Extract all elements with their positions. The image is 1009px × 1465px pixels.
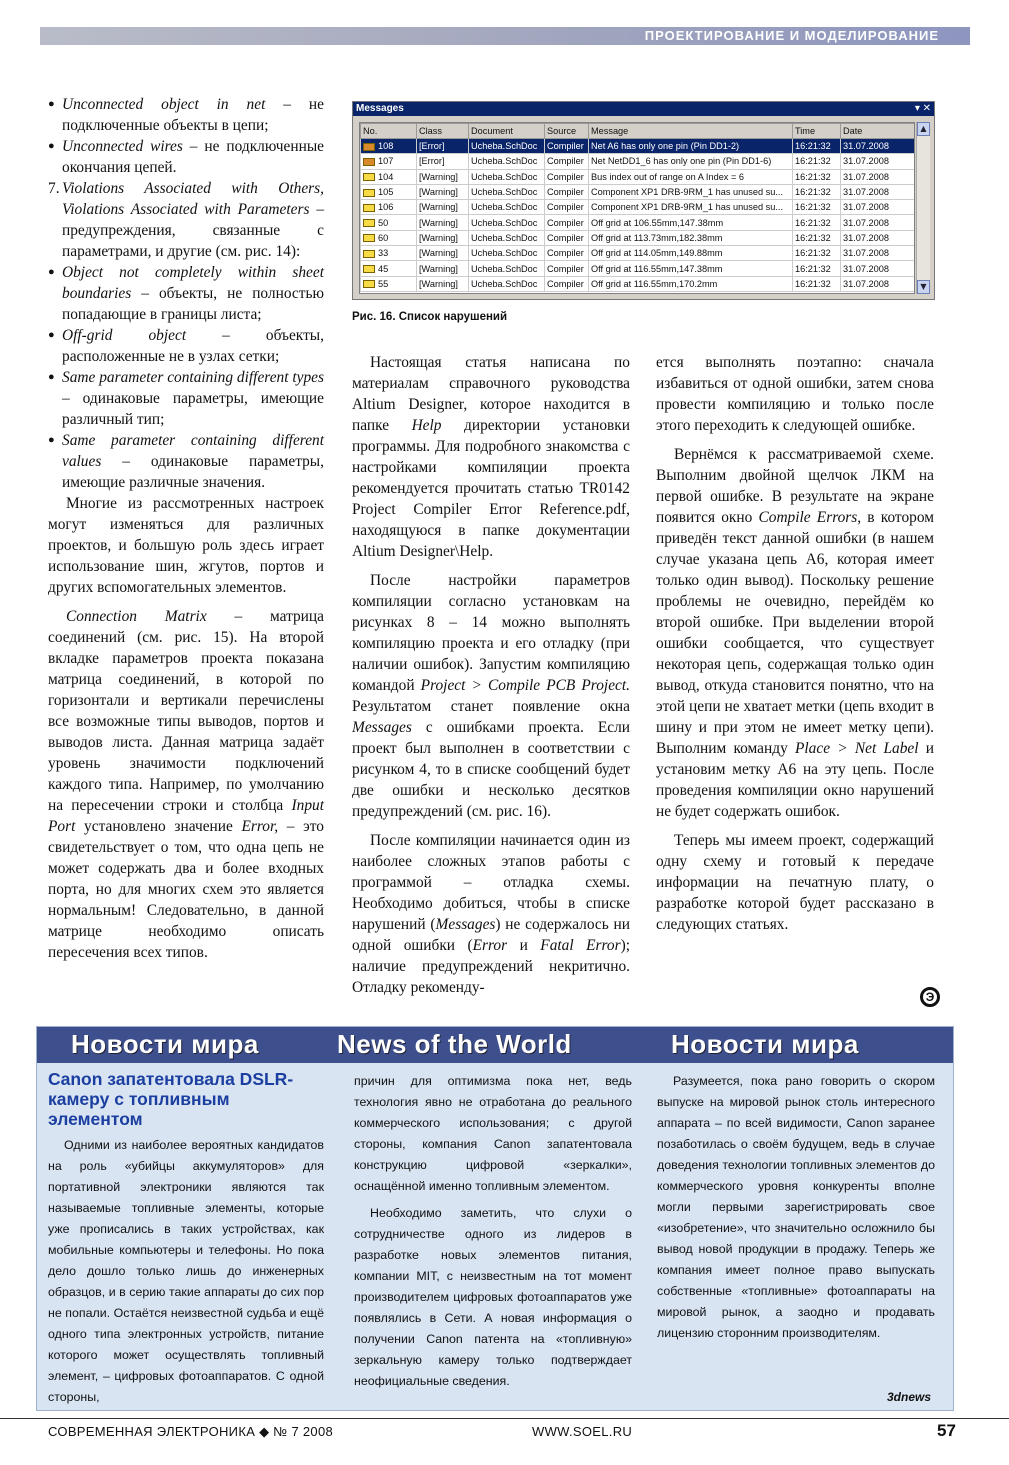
mid-paragraph-2 — [352, 570, 630, 822]
news-col3-text: Разумеется, пока рано говорить о скором выпуске на мировой рынок столь интересного аппарата – по всей видимости, Canon заранее позаботилась о своём будущем, ведь в случае доведения технологии топливных элементов до коммерческого уровня конкуренты вполне могли первыми зарегистрировать свое «изобретение», что значительно осложнило бы вывод новой продукции в продажу. Теперь же компания имеет полное право выпускать собственные «топливные» фотоаппараты на мировой рынок, а заодно и продавать лицензию сторонним производителям. — [657, 1074, 935, 1340]
middle-column — [352, 352, 630, 998]
cell-src: Compiler — [545, 154, 589, 169]
bullet-item — [48, 262, 324, 325]
left-p2-b: установлено значение — [75, 818, 242, 835]
cell-time: 16:21:32 — [793, 169, 841, 184]
messages-title: Messages — [353, 102, 934, 116]
cell-cls: [Error] — [417, 139, 469, 154]
cell-doc: Ucheba.SchDoc — [469, 276, 545, 291]
item-text: – одинаковые параметры, имеющие различный тип; — [62, 390, 324, 428]
cell-cls: [Warning] — [417, 276, 469, 291]
messages-header-row — [361, 124, 916, 139]
cell-doc: Ucheba.SchDoc — [469, 169, 545, 184]
news-col1-text: Одними из наиболее вероятных кандидатов на роль «убийцы аккумуляторов» для портативной электроники являются так называемые топливные элементы, которые уже прописались в таких устройствах, как мобильные компьютеры и телефоны. Но пока дело дошло только лишь до инженерных образцов, и в серию такие аппараты до сих пор не попали. Остаётся неизвестной судьба и ещё одного типа электронных устройств, питание которого может осуществлять топливный элемент, – цифровых фотоаппаратов. С одной стороны, — [48, 1138, 324, 1404]
news-headline: Canon запатентовала DSLR-камеру с топливным элементом — [48, 1069, 294, 1129]
bullet-item — [48, 325, 324, 367]
cell-no — [361, 139, 417, 154]
cell-time: 16:21:32 — [793, 230, 841, 245]
mid-p2-b: Результатом станет появление окна — [352, 698, 630, 715]
news-bar — [37, 1027, 953, 1063]
item-term: Unconnected wires — [62, 138, 183, 155]
cell-time: 16:21:32 — [793, 276, 841, 291]
item-term: Violations Associated with Others, Violations Associated with Parameters — [62, 180, 324, 218]
end-mark-icon: Э — [920, 987, 940, 1007]
news-bar-right: Новости мира — [671, 1029, 859, 1059]
item-text: – не подключенные объекты в цепи; — [62, 96, 324, 134]
news-col2-p2: Необходимо заметить, что слухи о сотрудничестве одного из лидеров в разработке новых элементов питания, компании MIT, с неизвестным на тот момент производителем цифровых фотоаппаратов уже появлялись в Сети. А новая информация о получении Canon патента на «топливную» зеркальную камеру только подтверждает неофициальные сведения. — [354, 1206, 632, 1388]
mid-p2-a: После настройки параметров компиляции согласно установкам на рисунках 8 – 14 можно выполнять компиляцию проекта и его отладку (при наличии ошибок). Запустим компиляцию командой — [352, 572, 630, 694]
cell-msg: Bus index out of range on A Index = 6 — [589, 169, 793, 184]
warning-icon — [363, 250, 375, 258]
mid-p2-em2: Messages — [352, 719, 412, 736]
cell-msg: Net NetDD1_6 has only one pin (Pin DD1-6) — [589, 154, 793, 169]
numbered-item — [48, 178, 324, 262]
right-p2-a: Вернёмся к рассматриваемой схеме. Выполним двойной щелчок ЛКМ на первой ошибке. В результате на экране появится окно — [656, 446, 934, 526]
cell-cls: [Warning] — [417, 230, 469, 245]
left-p2-c: – это свидетельствует о том, что одна цепь не может содержать два и более входных порта, но для многих схем это является нормальным! Следовательно, в данной матрице необходимо описать пересечения всех типов. — [48, 818, 324, 961]
error-icon — [363, 143, 375, 151]
cell-no — [361, 215, 417, 230]
cell-msg: Off grid at 106.55mm,147.38mm — [589, 215, 793, 230]
table-row[interactable] — [361, 200, 916, 215]
right-p2-em2: Place > Net Label — [795, 740, 919, 757]
row-number: 108 — [378, 141, 394, 152]
row-number: 55 — [378, 278, 389, 289]
cell-no — [361, 230, 417, 245]
table-row[interactable] — [361, 261, 916, 276]
footer-divider — [0, 1418, 1009, 1419]
page-header — [0, 0, 1009, 48]
right-paragraph-3: Теперь мы имеем проект, содержащий одну схему и готовый к передаче информации на печатную плату, о разработке которой будет рассказано в следующих статьях. — [656, 832, 934, 933]
item-term: Unconnected object in net — [62, 96, 266, 113]
cell-doc: Ucheba.SchDoc — [469, 246, 545, 261]
row-number: 50 — [378, 217, 389, 228]
item-term: Object not completely within sheet boundaries — [62, 264, 324, 302]
cell-date: 31.07.2008 — [841, 276, 916, 291]
cell-doc: Ucheba.SchDoc — [469, 154, 545, 169]
column-header[interactable]: Source — [545, 124, 589, 139]
cell-cls: [Warning] — [417, 261, 469, 276]
warning-icon — [363, 265, 375, 273]
messages-window — [352, 101, 935, 300]
bullet-item — [48, 367, 324, 430]
left-p2-em3: Error, — [241, 818, 279, 835]
cell-doc: Ucheba.SchDoc — [469, 261, 545, 276]
mid-p3-c: и — [507, 937, 541, 954]
mid-paragraph-3 — [352, 830, 630, 998]
cell-src: Compiler — [545, 276, 589, 291]
right-paragraph-1: ется выполнять поэтапно: сначала избавиться от одной ошибки, затем снова провести компиляцию и только после этого переходить к следующей ошибке. — [656, 354, 934, 434]
cell-time: 16:21:32 — [793, 200, 841, 215]
table-row[interactable] — [361, 276, 916, 291]
news-box — [36, 1026, 954, 1411]
news-column-2 — [354, 1071, 632, 1392]
mid-paragraph-1 — [352, 352, 630, 562]
row-number: 105 — [378, 187, 394, 198]
messages-body — [361, 139, 916, 292]
item-text: – объекты, не полностью попадающие в границы листа; — [62, 285, 324, 323]
cell-no — [361, 261, 417, 276]
cell-msg: Off grid at 116.55mm,147.38mm — [589, 261, 793, 276]
table-row[interactable] — [361, 154, 916, 169]
cell-cls: [Error] — [417, 154, 469, 169]
bullet-item — [48, 430, 324, 493]
cell-src: Compiler — [545, 169, 589, 184]
cell-date: 31.07.2008 — [841, 154, 916, 169]
column-header[interactable]: Time — [793, 124, 841, 139]
cell-doc: Ucheba.SchDoc — [469, 200, 545, 215]
table-row[interactable] — [361, 184, 916, 199]
cell-src: Compiler — [545, 215, 589, 230]
mid-p3-d: ); наличие предупреждений некритично. Отладку рекоменду- — [352, 937, 631, 996]
cell-no — [361, 184, 417, 199]
right-p2-b: , в котором приведён текст данной ошибки (в нашем случае указана цепь А6, которая имеет только один вывод). Поскольку решение проблемы не очевидно, перейдём ко второй ошибке. При выделении второй ошибки сообщается, что существует некоторая цепь, содержащая только один вывод, откуда становится понятно, что на этой цепи не хватает метки (цепь входит в шину и при этом не имеет метку цепи). Выполним команду — [656, 509, 934, 757]
item-text: – предупреждения, связанные с параметрами, и другие (см. рис. 14): — [62, 201, 325, 260]
row-number: 60 — [378, 232, 389, 243]
cell-time: 16:21:32 — [793, 139, 841, 154]
cell-time: 16:21:32 — [793, 215, 841, 230]
cell-doc: Ucheba.SchDoc — [469, 139, 545, 154]
page-number: 57 — [937, 1421, 956, 1440]
mid-p1-b: директории установки программы. Для подробного знакомства с настройками компиляции проекта рекомендуется прочитать статью TR0142 Project Compiler Error Reference.pdf, находящуюся в папке документации Altium Designer\Help. — [352, 417, 630, 560]
left-list — [48, 94, 324, 493]
left-paragraph-2 — [48, 606, 324, 963]
warning-icon — [363, 189, 375, 197]
table-row[interactable] — [361, 215, 916, 230]
warning-icon — [363, 280, 375, 288]
right-p2-em: Compile Errors — [758, 509, 858, 526]
cell-src: Compiler — [545, 184, 589, 199]
cell-msg: Net A6 has only one pin (Pin DD1-2) — [589, 139, 793, 154]
window-controls[interactable]: ▾ ✕ — [914, 103, 931, 114]
cell-src: Compiler — [545, 261, 589, 276]
cell-doc: Ucheba.SchDoc — [469, 215, 545, 230]
item-term: Same parameter containing different types — [62, 369, 324, 386]
news-column-3 — [657, 1071, 935, 1344]
cell-msg: Off grid at 114.05mm,149.88mm — [589, 246, 793, 261]
cell-time: 16:21:32 — [793, 154, 841, 169]
footer-magazine: СОВРЕМЕННАЯ ЭЛЕКТРОНИКА ◆ № 7 2008 — [48, 1424, 334, 1439]
cell-cls: [Warning] — [417, 184, 469, 199]
left-column — [48, 94, 324, 963]
cell-time: 16:21:32 — [793, 246, 841, 261]
item-text: – не подключенные окончания цепей. — [62, 138, 324, 176]
cell-no — [361, 200, 417, 215]
row-number: 106 — [378, 202, 394, 213]
messages-table-area — [359, 122, 915, 294]
cell-time: 16:21:32 — [793, 261, 841, 276]
table-row[interactable] — [361, 139, 916, 154]
cell-date: 31.07.2008 — [841, 184, 916, 199]
cell-src: Compiler — [545, 246, 589, 261]
row-number: 45 — [378, 263, 389, 274]
left-p2-em2: Input Port — [48, 797, 324, 835]
cell-msg: Component XP1 DRB-9RM_1 has unused su... — [589, 200, 793, 215]
scroll-down-icon[interactable]: ▼ — [917, 280, 930, 294]
column-header[interactable]: No. — [361, 124, 417, 139]
mid-p2-em: Project > Compile PCB Project. — [420, 677, 630, 694]
cell-no — [361, 154, 417, 169]
mid-p1-em: Help — [411, 417, 442, 434]
right-p2-c: и установим метку А6 на эту цепь. После проведения компиляции окно нарушений не будет содержать ошибок. — [656, 740, 934, 820]
messages-table — [360, 123, 915, 292]
cell-time: 16:21:32 — [793, 184, 841, 199]
mid-p3-em2: Error — [472, 937, 508, 954]
cell-msg: Off grid at 113.73mm,182.38mm — [589, 230, 793, 245]
column-header[interactable]: Document — [469, 124, 545, 139]
cell-msg: Component XP1 DRB-9RM_1 has unused su... — [589, 184, 793, 199]
cell-date: 31.07.2008 — [841, 261, 916, 276]
left-paragraph-1: Многие из рассмотренных настроек могут изменяться для различных проектов, и большую роль здесь играет использование шин, жгутов, портов и других вспомогательных элементов. — [48, 495, 324, 596]
news-bar-left: Новости мира — [71, 1029, 259, 1059]
cell-no — [361, 169, 417, 184]
item-term: Same parameter containing different values — [62, 432, 324, 470]
footer-url[interactable]: WWW.SOEL.RU — [532, 1424, 633, 1439]
messages-scrollbar[interactable] — [916, 122, 930, 294]
cell-date: 31.07.2008 — [841, 169, 916, 184]
column-header[interactable]: Date — [841, 124, 916, 139]
row-number: 33 — [378, 248, 389, 259]
bullet-item — [48, 94, 324, 136]
item-text: – объекты, расположенные не в узлах сетки; — [62, 327, 324, 365]
mid-p3-b: ) не содержалось ни одной ошибки ( — [352, 916, 631, 954]
right-column — [656, 352, 934, 935]
warning-icon — [363, 173, 375, 181]
item-text: – одинаковые параметры, имеющие различные значения. — [62, 453, 324, 491]
scroll-up-icon[interactable]: ▲ — [917, 122, 930, 136]
cell-date: 31.07.2008 — [841, 200, 916, 215]
error-icon — [363, 158, 375, 166]
mid-p3-em: Messages — [435, 916, 496, 933]
column-header[interactable]: Class — [417, 124, 469, 139]
figure-caption: Рис. 16. Список нарушений — [352, 311, 508, 323]
item-term: Off-grid object — [62, 327, 187, 344]
cell-src: Compiler — [545, 230, 589, 245]
mid-p3-a: После компиляции начинается один из наиболее сложных этапов работы с программой – отладка схемы. Необходимо добиться, чтобы в списке нарушений ( — [352, 832, 630, 933]
left-p2-a: – матрица соединений (см. рис. 15). На второй вкладке параметров проекта показана матрица соединений, в которой по горизонтали и вертикали перечислены все возможные типы выводов, портов и выводов листа. Данная матрица задаёт уровень значимости подключений каждого типа. Например, по умолчанию на пересечении строки и столбца — [48, 608, 324, 814]
cell-date: 31.07.2008 — [841, 230, 916, 245]
section-title: ПРОЕКТИРОВАНИЕ И МОДЕЛИРОВАНИЕ — [644, 28, 939, 43]
cell-src: Compiler — [545, 139, 589, 154]
cell-doc: Ucheba.SchDoc — [469, 230, 545, 245]
table-row[interactable] — [361, 169, 916, 184]
mid-p1-a: Настоящая статья написана по материалам справочного руководства Altium Designer, которое находится в папке — [352, 354, 630, 434]
column-header[interactable]: Message — [589, 124, 793, 139]
news-column-1 — [48, 1069, 324, 1408]
bullet-item — [48, 136, 324, 178]
cell-msg: Off grid at 116.55mm,170.2mm — [589, 276, 793, 291]
cell-src: Compiler — [545, 200, 589, 215]
row-number: 104 — [378, 171, 394, 182]
right-paragraph-2 — [656, 444, 934, 822]
warning-icon — [363, 204, 375, 212]
cell-cls: [Warning] — [417, 215, 469, 230]
cell-no — [361, 276, 417, 291]
table-row[interactable] — [361, 246, 916, 261]
news-source: 3dnews — [886, 1390, 931, 1404]
cell-date: 31.07.2008 — [841, 215, 916, 230]
cell-cls: [Warning] — [417, 200, 469, 215]
cell-date: 31.07.2008 — [841, 246, 916, 261]
item-number: 7. — [48, 180, 60, 197]
warning-icon — [363, 219, 375, 227]
warning-icon — [363, 234, 375, 242]
mid-p3-em3: Fatal Error — [540, 937, 621, 954]
news-bar-mid: News of the World — [337, 1029, 572, 1059]
left-p2-em: Connection Matrix — [66, 608, 207, 625]
cell-cls: [Warning] — [417, 169, 469, 184]
table-row[interactable] — [361, 230, 916, 245]
news-col2-p1: причин для оптимизма пока нет, ведь технология явно не отработана до реального коммерческого использования; с другой стороны, компания Canon запатентовала конструкцию цифровой «зеркалки», оснащённой именно топливным элементом. — [354, 1074, 632, 1193]
cell-no — [361, 246, 417, 261]
cell-date: 31.07.2008 — [841, 139, 916, 154]
mid-p2-c: с ошибками проекта. Если проект был выполнен в соответствии с рисунком 4, то в списке сообщений будет две ошибки и несколько десятков предупреждений (см. рис. 16). — [352, 719, 630, 820]
cell-cls: [Warning] — [417, 246, 469, 261]
cell-doc: Ucheba.SchDoc — [469, 184, 545, 199]
row-number: 107 — [378, 156, 394, 167]
